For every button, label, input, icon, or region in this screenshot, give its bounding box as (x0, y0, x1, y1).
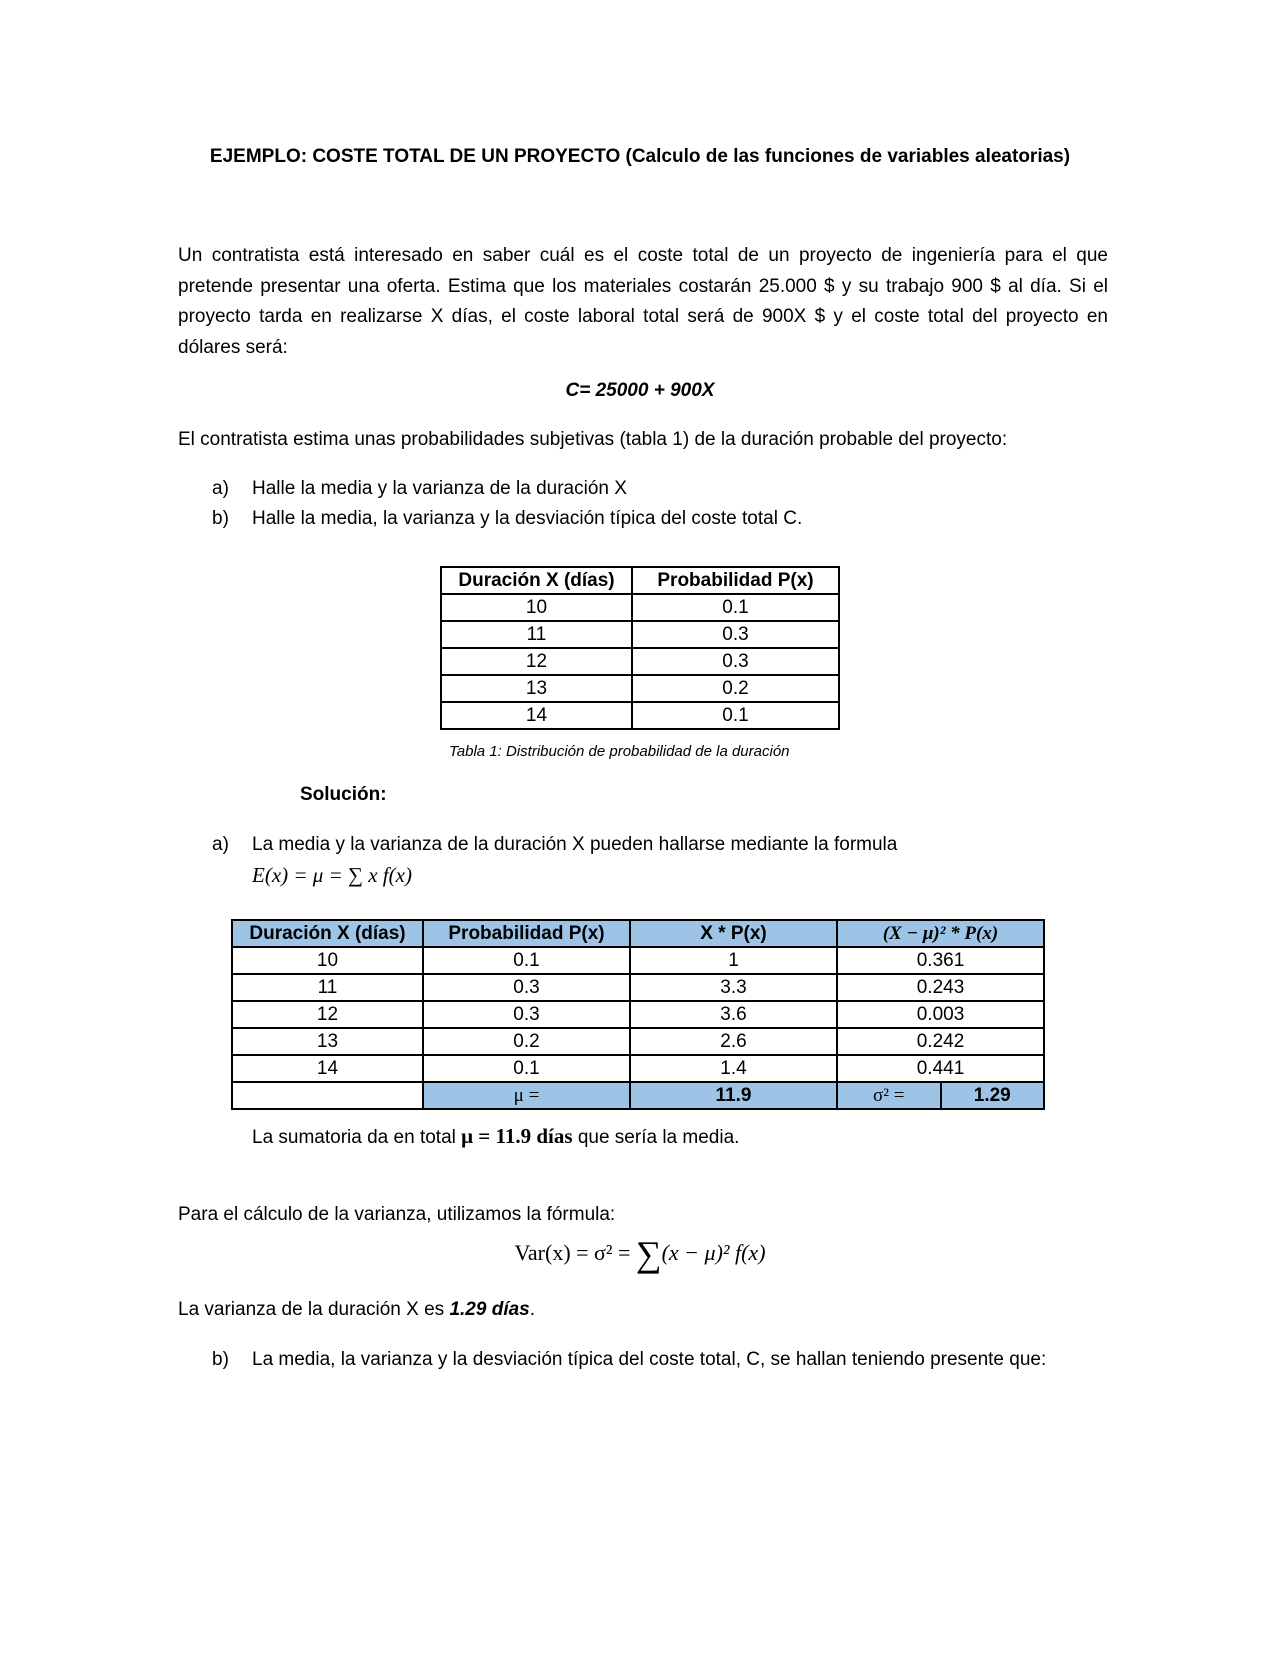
table-cell: 0.2 (423, 1028, 630, 1055)
table-header: Probabilidad P(x) (423, 920, 630, 947)
question-list (212, 474, 1112, 534)
table-row (232, 1028, 1044, 1055)
table-cell: 12 (441, 648, 632, 675)
variance-label: σ² = (873, 1085, 905, 1106)
table-row (441, 648, 839, 675)
variance-formula-right: (x − μ)² f(x) (661, 1240, 766, 1265)
table-header: (X − μ)² * P(x) (837, 920, 1044, 947)
solution-a (212, 830, 1112, 892)
table-cell: 14 (232, 1055, 423, 1082)
table-header: Duración X (días) (232, 920, 423, 947)
table-cell-empty (232, 1082, 423, 1109)
table-cell: 11 (441, 621, 632, 648)
sum-sentence (252, 1124, 739, 1149)
variance-result-after: . (529, 1299, 536, 1320)
table-cell: 0.361 (837, 947, 1044, 974)
list-marker: b) (212, 1349, 229, 1370)
table-cell: 0.3 (423, 1001, 630, 1028)
table-row (232, 974, 1044, 1001)
table-cell: 14 (441, 702, 632, 729)
sigma-symbol: ∑ (635, 1234, 662, 1274)
cost-formula: C= 25000 + 900X (565, 380, 715, 401)
list-text: La media, la varianza y la desviación típica del coste total, C, se hallan teniendo presente que: (252, 1349, 1047, 1370)
table-cell: 0.003 (837, 1001, 1044, 1028)
table-footer-row (232, 1082, 1044, 1109)
table-caption: Tabla 1: Distribución de probabilidad de la duración (449, 743, 790, 760)
estimate-paragraph: El contratista estima unas probabilidades subjetivas (tabla 1) de la duración probable del proyecto: (178, 429, 1008, 450)
list-marker: a) (212, 478, 229, 499)
calculation-table (231, 919, 1045, 1110)
table-row (441, 594, 839, 621)
list-item (212, 504, 1112, 534)
document-title: EJEMPLO: COSTE TOTAL DE UN PROYECTO (Calculo de las funciones de variables aleatorias) (209, 146, 1071, 167)
mu-label: μ = (423, 1082, 630, 1109)
table-cell: 0.242 (837, 1028, 1044, 1055)
sum-text-after: que sería la media. (572, 1127, 740, 1148)
variance-value: 1.29 (940, 1083, 1044, 1108)
variance-intro: Para el cálculo de la varianza, utilizamos la fórmula: (178, 1204, 616, 1225)
table-header: X * P(x) (630, 920, 837, 947)
list-text: Halle la media y la varianza de la duración X (252, 478, 627, 499)
list-marker: b) (212, 508, 229, 529)
solution-heading: Solución: (300, 784, 387, 805)
list-text: Halle la media, la varianza y la desviación típica del coste total C. (252, 508, 803, 529)
table-cell: 0.3 (632, 648, 839, 675)
mean-formula: E(x) = μ = ∑ x f(x) (252, 863, 412, 887)
table-cell: 10 (441, 594, 632, 621)
table-cell: 11 (232, 974, 423, 1001)
table-row (232, 1055, 1044, 1082)
table-row (232, 1001, 1044, 1028)
table-row (441, 702, 839, 729)
table-cell: 3.3 (630, 974, 837, 1001)
table-header-row (441, 567, 839, 594)
mu-value: 11.9 (630, 1082, 837, 1109)
table-cell: 0.1 (632, 594, 839, 621)
table-cell: 0.2 (632, 675, 839, 702)
table-cell: 1.4 (630, 1055, 837, 1082)
variance-formula (0, 1233, 1280, 1275)
table-cell: 0.3 (423, 974, 630, 1001)
table-header: Probabilidad P(x) (632, 567, 839, 594)
list-item (212, 1345, 1112, 1375)
table-cell: 0.441 (837, 1055, 1044, 1082)
variance-result-before: La varianza de la duración X es (178, 1299, 450, 1320)
table-cell: 13 (232, 1028, 423, 1055)
variance-result (178, 1295, 1108, 1326)
table-header-row (232, 920, 1044, 947)
list-item (212, 474, 1112, 504)
table-row (441, 675, 839, 702)
list-text: La media y la varianza de la duración X pueden hallarse mediante la formula (252, 834, 898, 855)
table-cell: 10 (232, 947, 423, 974)
solution-b (212, 1345, 1112, 1375)
variance-result-value: 1.29 días (449, 1299, 530, 1320)
sum-math: μ = 11.9 días (461, 1124, 573, 1148)
variance-formula-left: Var(x) = σ² = (514, 1240, 636, 1265)
table-cell: 0.1 (423, 1055, 630, 1082)
list-marker: a) (212, 834, 229, 855)
table-cell: 1 (630, 947, 837, 974)
table-cell: 13 (441, 675, 632, 702)
variance-cell (837, 1082, 1044, 1109)
list-item (212, 830, 1112, 892)
table-cell: 12 (232, 1001, 423, 1028)
table-header: Duración X (días) (441, 567, 632, 594)
table-cell: 3.6 (630, 1001, 837, 1028)
table-cell: 2.6 (630, 1028, 837, 1055)
duration-probability-table (440, 566, 840, 730)
table-cell: 0.1 (632, 702, 839, 729)
table-row (232, 947, 1044, 974)
intro-paragraph: Un contratista está interesado en saber cuál es el coste total de un proyecto de ingeniería para el que pretende presentar una oferta. Estima que los materiales costarán 25.000 $ y su trabajo 900 $ al día. Si el proyecto tarda en realizarse X días, el coste laboral total será de 900X $ y el coste total del proyecto en dólares será: (178, 245, 1108, 358)
table-cell: 0.1 (423, 947, 630, 974)
sum-text-before: La sumatoria da en total (252, 1127, 462, 1148)
table-cell: 0.3 (632, 621, 839, 648)
table-cell: 0.243 (837, 974, 1044, 1001)
table-row (441, 621, 839, 648)
